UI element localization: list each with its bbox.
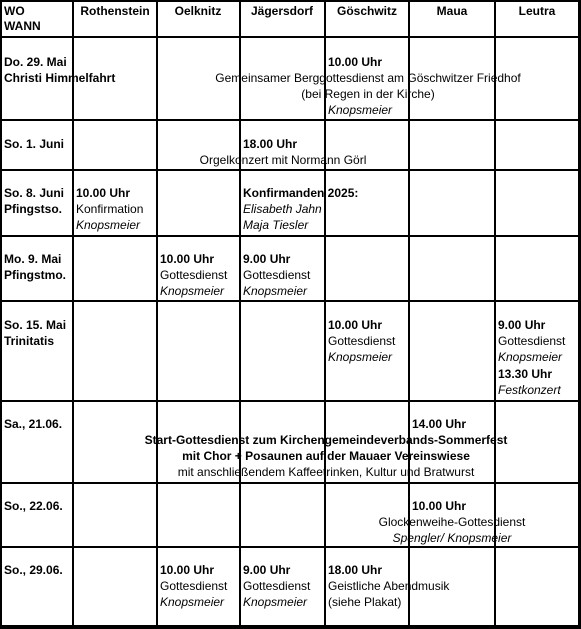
grid-line: [0, 36, 578, 38]
event-time: 13.30 Uhr: [498, 367, 553, 381]
event-title: Start-Gottesdienst zum Kirchengemeindeverbands-Sommerfest: [144, 433, 508, 447]
header-wann: WANN: [4, 19, 41, 33]
confirmands-title: Konfirmanden 2025:: [243, 186, 359, 200]
event-person: Knopsmeier: [328, 103, 393, 117]
event-subtitle: mit Chor + Posaunen auf der Mauaer Vereinswiese: [182, 449, 470, 463]
grid-line: [0, 300, 578, 302]
event-title: Festkonzert: [498, 383, 561, 397]
column-header-oelknitz: Oelknitz: [174, 4, 222, 18]
header-wo: WO: [4, 4, 25, 18]
grid-line: [0, 546, 578, 548]
event-note: (siehe Plakat): [328, 595, 402, 609]
event-title: Gemeinsamer Berggottesdienst am Göschwitzer Friedhof: [215, 71, 521, 85]
confirmand-name: Maja Tiesler: [243, 218, 309, 232]
event-time: 14.00 Uhr: [412, 417, 467, 431]
event-title: Glockenweihe-Gottesdienst: [378, 515, 526, 529]
grid-line: [0, 119, 578, 121]
event-person: Knopsmeier: [76, 218, 141, 232]
event-person: Knopsmeier: [160, 595, 225, 609]
grid-line: [156, 0, 158, 627]
grid-line: [0, 482, 578, 484]
column-header-rothenstein: Rothenstein: [80, 4, 150, 18]
event-time: 10.00 Uhr: [328, 318, 383, 332]
grid-line: [0, 400, 578, 402]
event-person: Knopsmeier: [498, 350, 563, 364]
column-header-leutra: Leutra: [518, 4, 556, 18]
row-date: Mo. 9. Mai: [4, 252, 62, 266]
event-time: 10.00 Uhr: [160, 563, 215, 577]
column-header-goeschwitz: Göschwitz: [336, 4, 398, 18]
column-header-maua: Maua: [436, 4, 468, 18]
row-occasion: Pfingstso.: [4, 202, 63, 216]
confirmand-name: Elisabeth Jahn: [243, 202, 322, 216]
grid-line: [72, 0, 74, 627]
event-note: mit anschließendem Kaffeetrinken, Kultur und Bratwurst: [177, 465, 475, 479]
row-date: So., 29.06.: [4, 563, 63, 577]
event-time: 18.00 Uhr: [328, 563, 383, 577]
event-person: Knopsmeier: [328, 350, 393, 364]
event-title: Geistliche Abendmusik: [328, 579, 450, 593]
row-date: So., 22.06.: [4, 499, 63, 513]
event-time: 10.00 Uhr: [412, 499, 467, 513]
event-person: Knopsmeier: [160, 284, 225, 298]
event-person: Knopsmeier: [243, 595, 308, 609]
event-title: Gottesdienst: [243, 268, 311, 282]
event-person: Knopsmeier: [243, 284, 308, 298]
grid-line: [0, 0, 2, 629]
row-occasion: Pfingstmo.: [4, 268, 66, 282]
row-occasion: Trinitatis: [4, 334, 55, 348]
grid-line: [239, 0, 241, 627]
event-person: Spengler/ Knopsmeier: [392, 531, 512, 545]
grid-line: [0, 0, 581, 2]
event-title: Orgelkonzert mit Normann Görl: [199, 153, 367, 167]
grid-line: [0, 235, 578, 237]
event-title: Gottesdienst: [160, 268, 228, 282]
event-time: 10.00 Uhr: [160, 252, 215, 266]
row-occasion: Christi Himmelfahrt: [4, 71, 116, 85]
event-time: 18.00 Uhr: [243, 137, 298, 151]
row-date: So. 1. Juni: [4, 137, 65, 151]
row-date: So. 8. Juni: [4, 186, 65, 200]
event-time: 9.00 Uhr: [243, 563, 291, 577]
event-title: Gottesdienst: [328, 334, 396, 348]
event-note: (bei Regen in der Kirche): [301, 87, 435, 101]
event-time: 10.00 Uhr: [328, 55, 383, 69]
column-header-jaegersdorf: Jägersdorf: [250, 4, 314, 18]
event-title: Gottesdienst: [160, 579, 228, 593]
row-date: Do. 29. Mai: [4, 55, 67, 69]
event-title: Gottesdienst: [243, 579, 311, 593]
event-title: Konfirmation: [76, 202, 144, 216]
grid-line: [0, 625, 581, 629]
grid-line: [0, 169, 578, 171]
event-time: 10.00 Uhr: [76, 186, 131, 200]
event-title: Gottesdienst: [498, 334, 566, 348]
event-time: 9.00 Uhr: [243, 252, 291, 266]
event-time: 9.00 Uhr: [498, 318, 546, 332]
row-date: So. 15. Mai: [4, 318, 67, 332]
row-date: Sa., 21.06.: [4, 417, 63, 431]
